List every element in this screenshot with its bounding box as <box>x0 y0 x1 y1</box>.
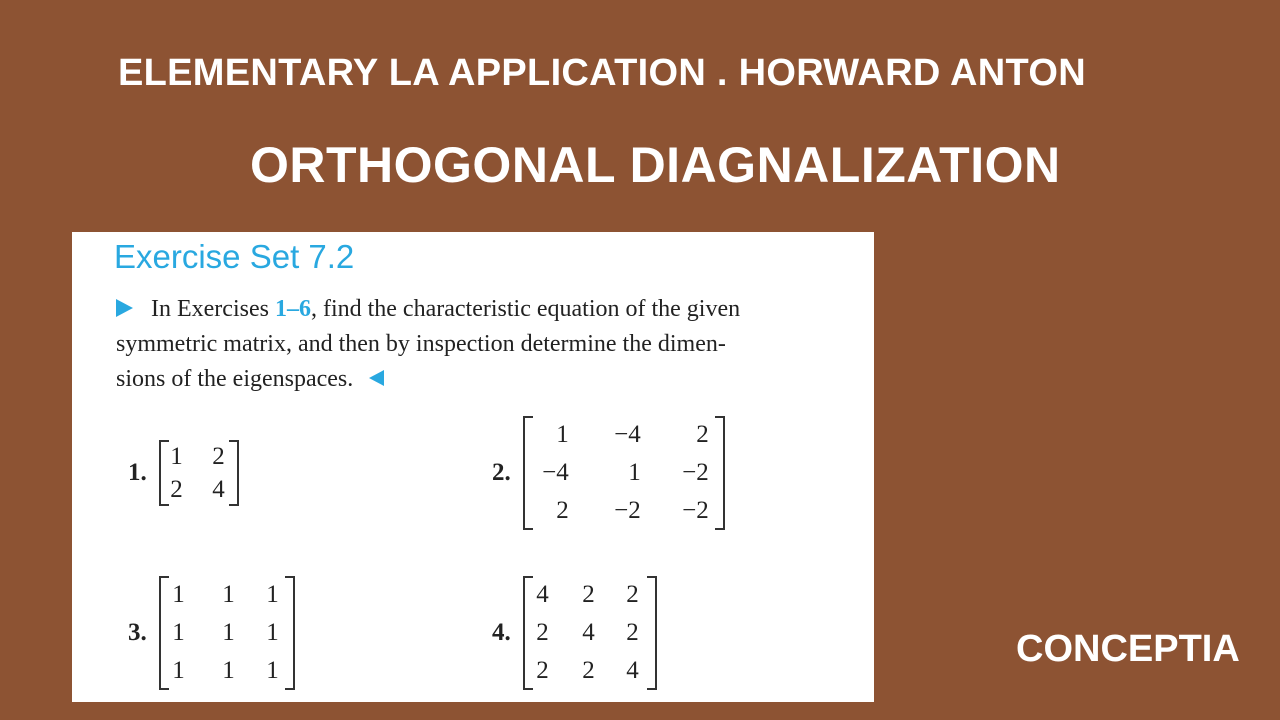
matrix-entry: 2 <box>536 657 549 684</box>
matrix-entries <box>169 576 285 690</box>
exercise-number: 2. <box>492 459 511 486</box>
topic-title: ORTHOGONAL DIAGNALIZATION <box>250 137 1061 193</box>
left-bracket <box>523 576 533 690</box>
matrix-entry: 1 <box>172 619 185 646</box>
matrix-entry: 2 <box>556 497 569 524</box>
matrix-entry: 1 <box>222 619 235 646</box>
instructions-line3: sions of the eigenspaces. <box>116 366 354 392</box>
left-bracket <box>523 416 533 530</box>
exercise-set-heading: Exercise Set 7.2 <box>114 238 355 275</box>
matrix-entries <box>533 416 715 530</box>
matrix <box>159 576 295 690</box>
matrix-entries <box>169 440 229 506</box>
exercise-4 <box>492 576 657 690</box>
matrix-entry: 1 <box>266 581 279 608</box>
matrix-entry: −4 <box>614 421 641 448</box>
matrix-entry: 2 <box>626 581 639 608</box>
instructions-line1-rest: , find the characteristic equation of the given <box>310 296 741 322</box>
matrix <box>523 416 725 530</box>
matrix <box>159 440 239 506</box>
exercise-range: 1–6 <box>274 296 311 322</box>
matrix-entry: −2 <box>614 497 641 524</box>
right-bracket <box>647 576 657 690</box>
right-bracket <box>715 416 725 530</box>
matrix-entry: 1 <box>628 459 641 486</box>
left-bracket <box>159 576 169 690</box>
matrix-entry: 4 <box>582 619 595 646</box>
matrix-entry: 2 <box>626 619 639 646</box>
matrix-entry: 4 <box>626 657 639 684</box>
exercise-2 <box>492 416 725 530</box>
triangle-left-icon <box>369 370 384 386</box>
matrix-entry: 1 <box>266 657 279 684</box>
matrix-entry: 4 <box>212 476 225 503</box>
left-bracket <box>159 440 169 506</box>
matrix-entry: 1 <box>556 421 569 448</box>
matrix <box>523 576 657 690</box>
matrix-entry: 2 <box>582 657 595 684</box>
matrix-entry: 4 <box>536 581 549 608</box>
matrix-entry: −2 <box>682 497 709 524</box>
matrix-entry: 2 <box>212 443 225 470</box>
exercise-number: 1. <box>128 459 147 486</box>
right-bracket <box>285 576 295 690</box>
instructions-pre: In Exercises <box>151 296 275 322</box>
matrix-entry: 2 <box>170 476 183 503</box>
matrix-entry: 1 <box>170 443 183 470</box>
exercise-3 <box>128 576 295 690</box>
exercise-number: 3. <box>128 619 147 646</box>
right-bracket <box>229 440 239 506</box>
matrix-entry: −4 <box>542 459 569 486</box>
matrix-entry: 1 <box>172 581 185 608</box>
matrix-entry: 1 <box>266 619 279 646</box>
matrix-entries <box>533 576 647 690</box>
instructions-line2: symmetric matrix, and then by inspection determine the dimen- <box>116 331 726 357</box>
matrix-entry: 1 <box>172 657 185 684</box>
exercise-number: 4. <box>492 619 511 646</box>
matrix-entry: 2 <box>696 421 709 448</box>
matrix-entry: 1 <box>222 581 235 608</box>
brand-name: CONCEPTIA <box>1016 628 1240 670</box>
matrix-entry: 1 <box>222 657 235 684</box>
textbook-excerpt <box>72 232 874 702</box>
exercise-1 <box>128 440 239 506</box>
triangle-right-icon <box>116 299 133 317</box>
matrix-entry: 2 <box>582 581 595 608</box>
matrix-entry: −2 <box>682 459 709 486</box>
instructions-paragraph <box>116 292 851 397</box>
matrix-entry: 2 <box>536 619 549 646</box>
video-title: ELEMENTARY LA APPLICATION . HORWARD ANTON <box>118 52 1086 94</box>
